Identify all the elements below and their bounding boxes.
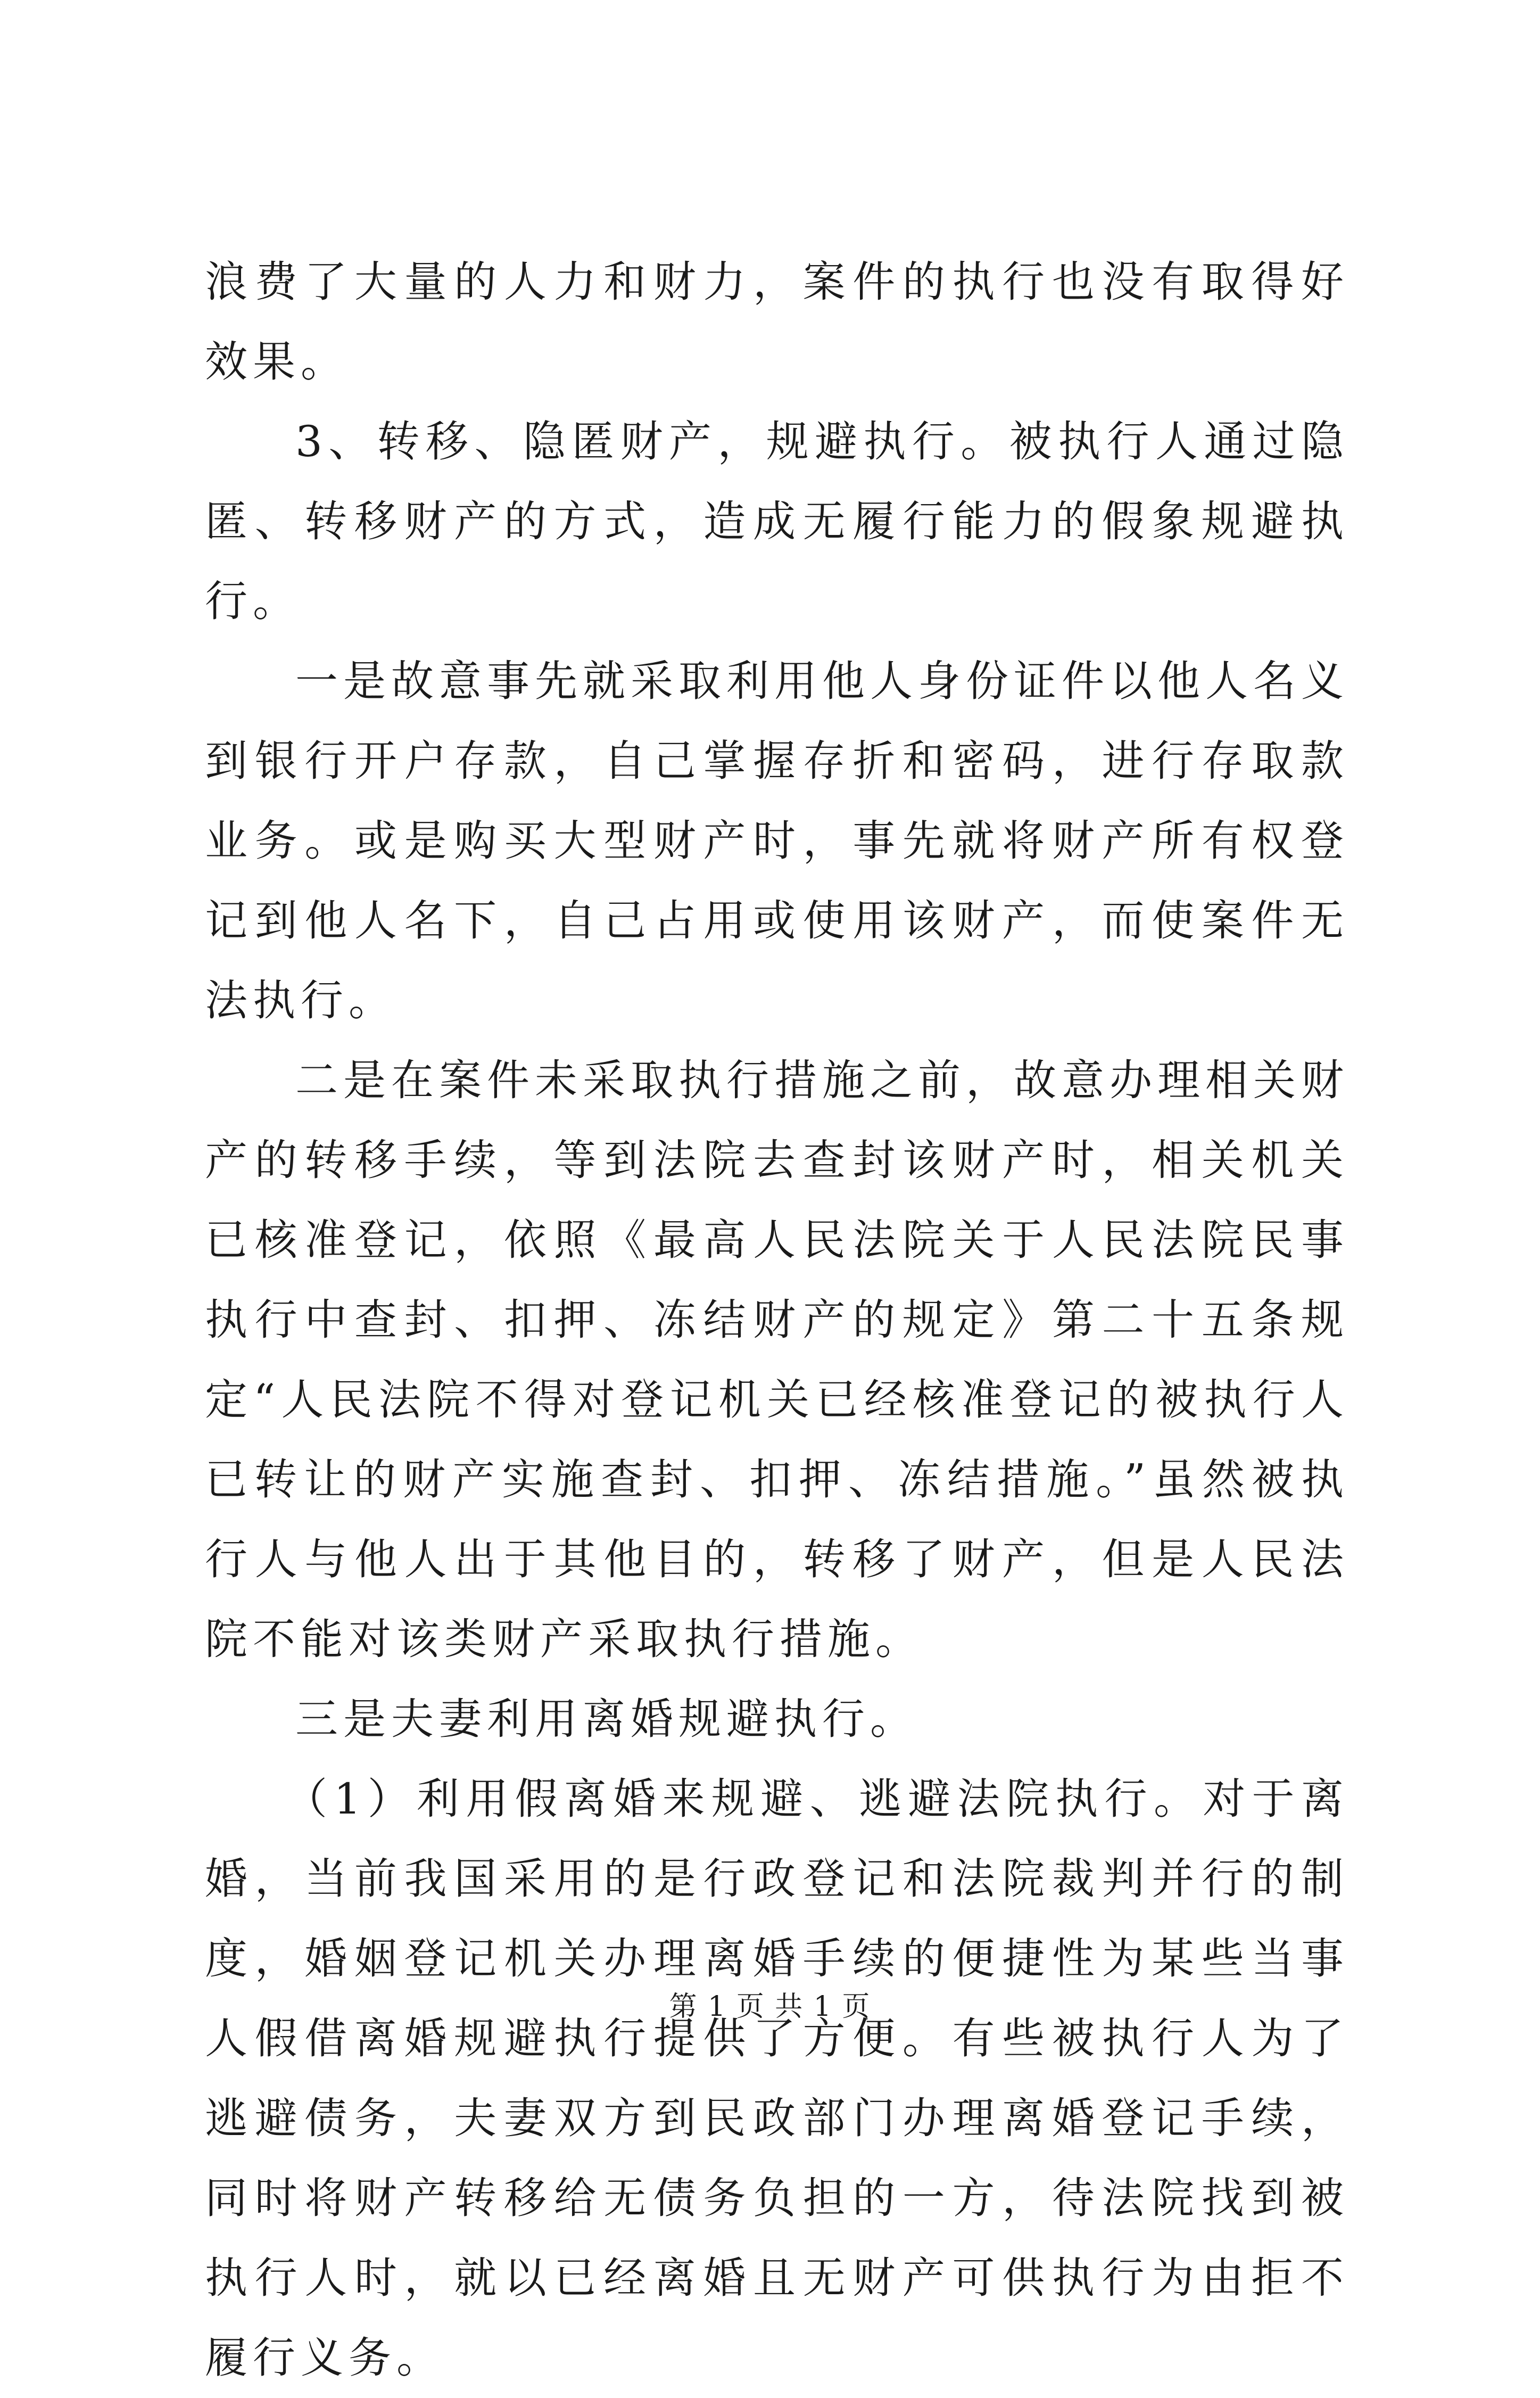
page-number-label: 第 1 页 共 1 页 (669, 1991, 871, 2023)
paragraph-point-one: 一是故意事先就采取利用他人身份证件以他人名义到银行开户存款，自己掌握存折和密码，进行存取款业务。或是购买大型财产时，事先就将财产所有权登记到他人名下，自己占用或使用该财产，而使案件无法执行。 (205, 656, 1349, 1025)
document-body (205, 242, 1349, 2398)
paragraph-point-two: 二是在案件未采取执行措施之前，故意办理相关财产的转移手续，等到法院去查封该财产时，相关机关已核准登记，依照《最高人民法院关于人民法院民事执行中查封、扣押、冻结财产的规定》第二十五条规定“人民法院不得对登记机关已经核准登记的被执行人已转让的财产实施查封、扣押、冻结措施。”虽然被执行人与他人出于其他目的，转移了财产，但是人民法院不能对该类财产采取执行措施。 (205, 1056, 1349, 1664)
paragraph-continuation: 浪费了大量的人力和财力，案件的执行也没有取得好效果。 (205, 257, 1349, 386)
paragraph-point-three: 三是夫妻利用离婚规避执行。 (295, 1694, 918, 1744)
page-footer (0, 1988, 1540, 2025)
paragraph-section-3: 3、转移、隐匿财产，规避执行。被执行人通过隐匿、转移财产的方式，造成无履行能力的假象规避执行。 (205, 417, 1349, 626)
paragraph-subpoint-1: （1）利用假离婚来规避、逃避法院执行。对于离婚，当前我国采用的是行政登记和法院裁判并行的制度，婚姻登记机关办理离婚手续的便捷性为某些当事人假借离婚规避执行提供了方便。有些被执行人为了逃避债务，夫妻双方到民政部门办理离婚登记手续，同时将财产转移给无债务负担的一方，待法院找到被执行人时，就以已经离婚且无财产可供执行为由拒不履行义务。 (205, 1774, 1349, 2383)
